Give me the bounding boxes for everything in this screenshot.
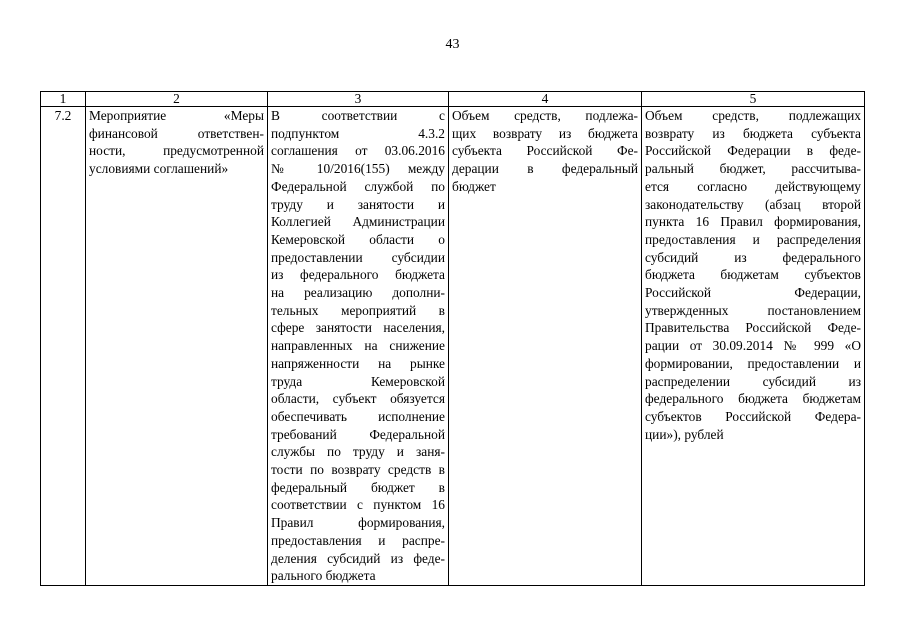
cell-text-line: соглашения от 03.06.2016 <box>271 143 445 159</box>
cell-text-line: федерального бюджета бюджетам <box>645 391 861 407</box>
column-number-4: 4 <box>449 92 642 107</box>
cell-text-line: рального бюджета <box>271 568 376 584</box>
cell-text-line: дерации в федеральный <box>452 161 638 177</box>
cell-text-line: службы по труду и заня- <box>271 444 445 460</box>
cell-text-line: Российской Федерации в феде- <box>645 143 861 159</box>
column-number-3: 3 <box>268 92 449 107</box>
cell-text-line: обеспечивать исполнение <box>271 408 445 424</box>
cell-text-line: федеральный бюджет в <box>271 479 445 495</box>
cell-text-line: соответствии с пунктом 16 <box>271 497 445 513</box>
cell-text-line: бюджета бюджетам субъектов <box>645 267 861 283</box>
cell-text-line: Российской Федерации, <box>645 285 861 301</box>
cell-text-line: формировании, предоставлении и <box>645 355 861 371</box>
cell-text-line: Коллегией Администрации <box>271 214 445 230</box>
cell-text-line: области, субъект обязуется <box>271 391 445 407</box>
cell-text-line: Мероприятие «Меры <box>89 108 264 123</box>
cell-text-line: распределении субсидий из <box>645 373 861 389</box>
cell-text-line: условиями соглашений» <box>89 161 229 177</box>
cell-text-line: ется согласно действующему <box>645 178 861 194</box>
cell-text-line: предоставления и распре- <box>271 532 445 548</box>
cell-text-line: Федеральной службой по <box>271 178 445 194</box>
cell-text-line: финансовой ответствен- <box>89 125 264 141</box>
row-code-cell: 7.2 <box>41 107 86 586</box>
cell-text-line: тельных мероприятий в <box>271 302 445 318</box>
cell-text-line: субсидий из федерального <box>645 249 861 265</box>
event-name-cell <box>86 107 268 586</box>
basis-cell <box>268 107 449 586</box>
cell-text-line: Правительства Российской Феде- <box>645 320 861 336</box>
cell-text-line: Кемеровской области о <box>271 231 445 247</box>
cell-text-line: ности, предусмотренной <box>89 143 264 159</box>
cell-text-line: № 10/2016(155) между <box>271 161 445 177</box>
cell-text-line: труду и занятости и <box>271 196 445 212</box>
cell-text-line: щих возврату из бюджета <box>452 125 638 141</box>
cell-text-line: предоставлении субсидии <box>271 249 445 265</box>
cell-text-line: труда Кемеровской <box>271 373 445 389</box>
cell-text-line: бюджет <box>452 178 496 194</box>
cell-text-line: тости по возврату средств в <box>271 462 445 478</box>
page-number: 43 <box>445 37 460 52</box>
cell-text-line: деления субсидий из феде- <box>271 550 445 566</box>
cell-text-line: пункта 16 Правил формирования, <box>645 214 861 230</box>
cell-text-line: из федерального бюджета <box>271 267 445 283</box>
table-row <box>41 107 865 586</box>
column-number-5: 5 <box>642 92 865 107</box>
cell-text-line: Объем средств, подлежа- <box>452 108 638 123</box>
cell-text-line: на реализацию дополни- <box>271 285 445 301</box>
column-number-1: 1 <box>41 92 86 107</box>
cell-text-line: субъекта Российской Фе- <box>452 143 638 159</box>
cell-text-line: требований Федеральной <box>271 426 445 442</box>
cell-text-line: утвержденных постановлением <box>645 302 861 318</box>
cell-text-line: В соответствии с <box>271 108 445 123</box>
cell-text-line: законодательству (абзац второй <box>645 196 861 212</box>
cell-text-line: Объем средств, подлежащих <box>645 108 861 123</box>
indicator-description-cell <box>642 107 865 586</box>
cell-text-line: предоставления и распределения <box>645 231 861 247</box>
cell-text-line: ральный бюджет, рассчитыва- <box>645 161 861 177</box>
cell-text-line: Правил формирования, <box>271 515 445 531</box>
cell-text-line: возврату из бюджета субъекта <box>645 125 861 141</box>
cell-text-line: рации от 30.09.2014 № 999 «О <box>645 338 861 354</box>
indicator-name-cell <box>449 107 642 586</box>
cell-text-line: ции»), рублей <box>645 426 724 442</box>
cell-text-line: субъектов Российской Федера- <box>645 408 861 424</box>
cell-text-line: направленных на снижение <box>271 338 445 354</box>
column-number-row <box>41 92 865 107</box>
column-number-2: 2 <box>86 92 268 107</box>
cell-text-line: подпунктом 4.3.2 <box>271 125 445 141</box>
document-table <box>40 91 865 586</box>
cell-text-line: напряженности на рынке <box>271 355 445 371</box>
cell-text-line: сфере занятости населения, <box>271 320 445 336</box>
